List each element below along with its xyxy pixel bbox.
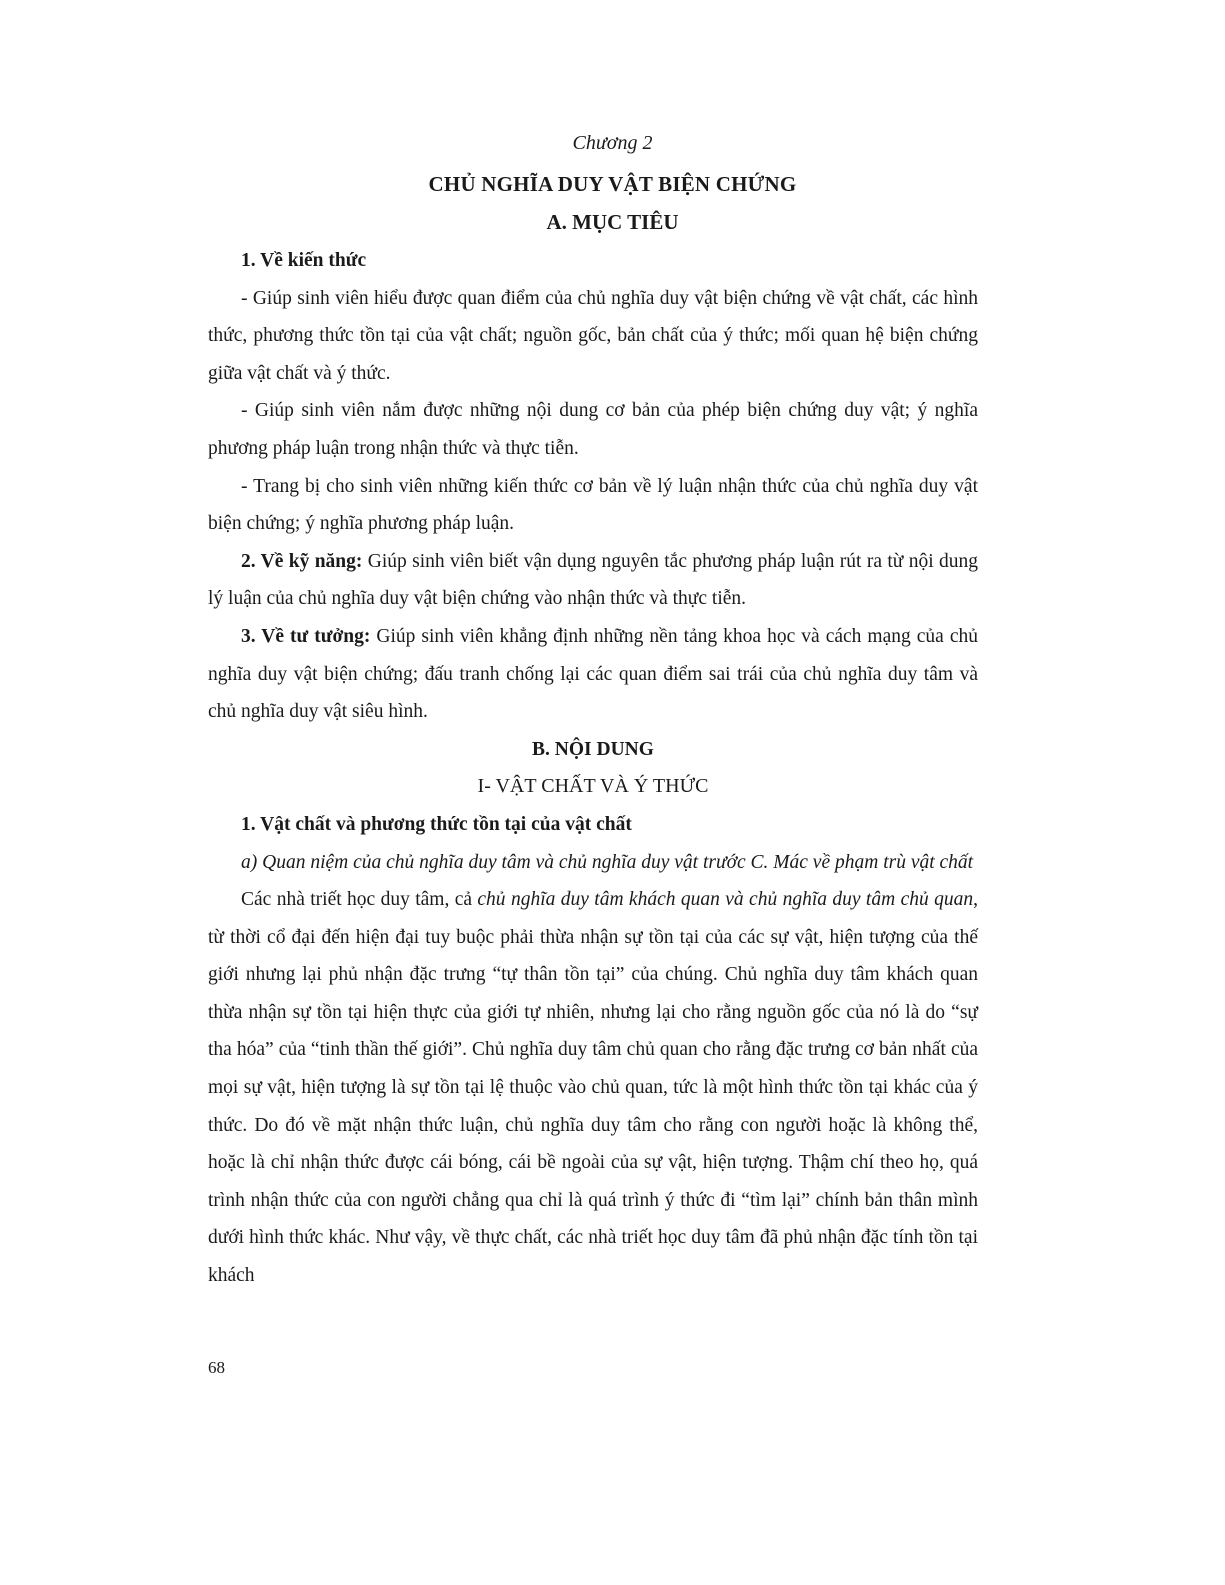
tu-tuong-text: Giúp sinh viên khẳng định những nền tảng khoa học và cách mạng của chủ nghĩa duy vật biện chứng; đấu tranh chống lại các quan điểm sai trái của chủ nghĩa duy tâm và chủ nghĩa duy vật siêu hình. <box>208 625 978 723</box>
paragraph-body <box>208 881 978 1295</box>
body-rest: , từ thời cổ đại đến hiện đại tuy buộc phải thừa nhận sự tồn tại của các sự vật, hiện tượng của thế giới nhưng lại phủ nhận đặc trưng “tự thân tồn tại” của chúng. Chủ nghĩa duy tâm khách quan thừa nhận sự tồn tại hiện thực của giới tự nhiên, nhưng lại cho rằng nguồn gốc của nó là do “sự tha hóa” của “tinh thần thế giới”. Chủ nghĩa duy tâm chủ quan cho rằng đặc trưng cơ bản nhất của mọi sự vật, hiện tượng là sự tồn tại lệ thuộc vào chủ quan, tức là một hình thức tồn tại khác của ý thức. Do đó về mặt nhận thức luận, chủ nghĩa duy tâm cho rằng con người hoặc là không thể, hoặc là chỉ nhận thức được cái bóng, cái bề ngoài của sự vật, hiện tượng. Thậm chí theo họ, quá trình nhận thức của con người chẳng qua chỉ là quá trình ý thức đi “tìm lại” chính bản thân mình dưới hình thức khác. Như vậy, về thực chất, các nhà triết học duy tâm đã phủ nhận đặc tính tồn tại khách <box>208 889 978 1287</box>
section-i-heading: I- VẬT CHẤT VÀ Ý THỨC <box>477 775 709 798</box>
section-a-heading: A. MỤC TIÊU <box>546 210 679 234</box>
paragraph-3: - Trang bị cho sinh viên những kiến thức cơ bản về lý luận nhận thức của chủ nghĩa duy vật biện chứng; ý nghĩa phương pháp luận. <box>208 475 978 535</box>
heading-kien-thuc: 1. Về kiến thức <box>241 250 367 271</box>
tu-tuong-label: 3. Về tư tưởng: <box>241 625 371 647</box>
paragraph-2: - Giúp sinh viên nắm được những nội dung cơ bản của phép biện chứng duy vật; ý nghĩa phương pháp luận trong nhận thức và thực tiễn. <box>208 400 978 459</box>
heading-vat-chat: 1. Vật chất và phương thức tồn tại của vật chất <box>241 813 632 835</box>
paragraph-ky-nang <box>208 543 978 618</box>
paragraph-1: - Giúp sinh viên hiểu được quan điểm của chủ nghĩa duy vật biện chứng về vật chất, các hình thức, phương thức tồn tại của vật chất; nguồn gốc, bản chất của ý thức; mối quan hệ biện chứng giữa vật chất và ý thức. <box>208 287 978 384</box>
chapter-title: CHỦ NGHĨA DUY VẬT BIỆN CHỨNG <box>428 172 797 196</box>
paragraph-tu-tuong <box>208 618 978 731</box>
body-italic: chủ nghĩa duy tâm khách quan và chủ nghĩa duy tâm chủ quan <box>477 889 974 911</box>
subheading-a: a) Quan niệm của chủ nghĩa duy tâm và chủ nghĩa duy vật trước C. Mác về phạm trù vật chất <box>241 851 974 873</box>
ky-nang-text: Giúp sinh viên biết vận dụng nguyên tắc phương pháp luận rút ra từ nội dung lý luận của chủ nghĩa duy vật biện chứng vào nhận thức và thực tiễn. <box>208 550 978 610</box>
section-b-heading: B. NỘI DUNG <box>532 738 654 760</box>
document-body <box>208 242 978 1295</box>
body-start: Các nhà triết học duy tâm, cả <box>241 889 478 911</box>
chapter-label: Chương 2 <box>572 132 653 154</box>
ky-nang-label: 2. Về kỹ năng: <box>241 550 363 572</box>
page-number: 68 <box>208 1358 225 1377</box>
